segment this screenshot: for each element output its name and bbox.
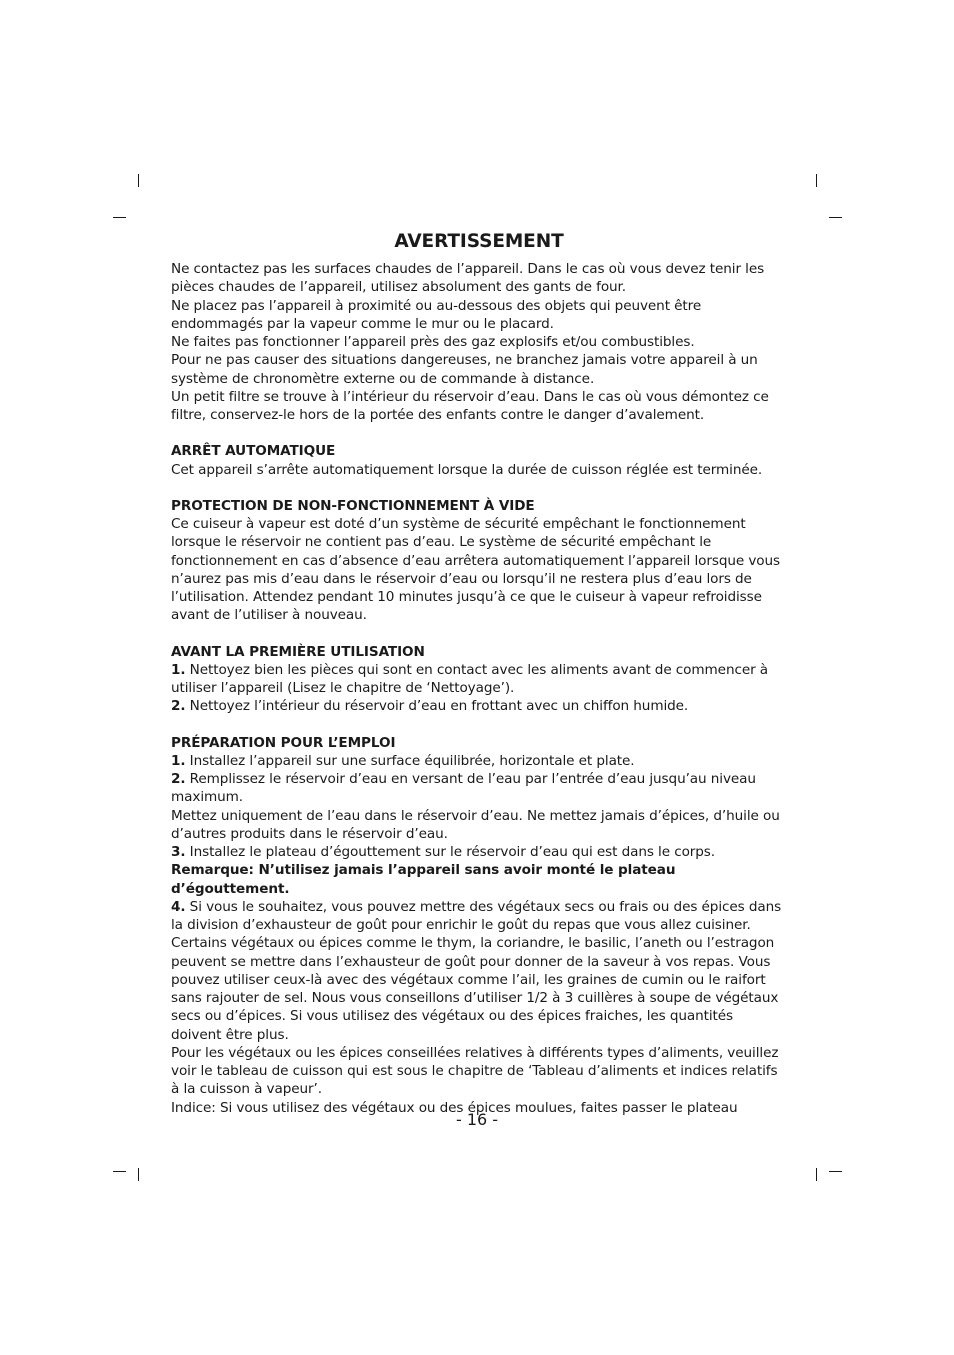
section-heading-first-use: AVANT LA PREMIÈRE UTILISATION <box>171 643 425 660</box>
warning-paragraph: Un petit filtre se trouve à l’intérieur du réservoir d’eau. Dans le cas où vous démontez ce filtre, conservez-le hors de la portée des enfants contre le danger d’avalement. <box>171 388 769 423</box>
item-text: Remplissez le réservoir d’eau en versant de l’eau par l’entrée d’eau jusqu’au niveau maximum. <box>171 771 756 806</box>
crop-mark <box>138 174 139 187</box>
crop-mark <box>816 174 817 187</box>
warning-paragraph: Pour ne pas causer des situations dangereuses, ne branchez jamais votre appareil à un système de chronomètre externe ou de commande à distance. <box>171 352 758 387</box>
hint-note: Indice: Si vous utilisez des végétaux ou des épices moulues, faites passer le plateau <box>171 1099 738 1116</box>
document-body <box>171 230 787 1117</box>
item-text: Nettoyez l’intérieur du réservoir d’eau en frottant avec un chiffon humide. <box>189 698 689 715</box>
item-number: 1. <box>171 752 186 769</box>
first-use-item <box>171 697 787 715</box>
remark-note: Remarque: N’utilisez jamais l’appareil sans avoir monté le plateau d’égouttement. <box>171 862 676 897</box>
warning-paragraph: Ne faites pas fonctionner l’appareil près des gaz explosifs et/ou combustibles. <box>171 334 695 350</box>
crop-mark <box>138 1168 139 1181</box>
section-heading-preparation: PRÉPARATION POUR L’EMPLOI <box>171 734 396 751</box>
auto-off-text: Cet appareil s’arrête automatiquement lorsque la durée de cuisson réglée est terminée. <box>171 461 763 478</box>
preparation-item <box>171 898 787 1044</box>
item-text: Installez le plateau d’égouttement sur le réservoir d’eau qui est dans le corps. <box>189 844 716 860</box>
item-text: Si vous le souhaitez, vous pouvez mettre des végétaux secs ou frais ou des épices dans la division d’exhausteur de goût pour enrichir le goût du repas que vous allez cuisiner. Certains végétaux ou épices comme le thym, la coriandre, le basilic, l’aneth ou l’estragon peuvent se mettre dans l’exhausteur de goût pour donner de la saveur à vos repas. Vous pouvez utiliser ceux-là avec des végétaux comme l’ail, les graines de cumin ou le raifort sans rajouter de sel. Nous vous conseillons d’utiliser 1/2 à 3 cuillères à soupe de végétaux secs ou d’épices. Si vous utilisez des végétaux ou des épices fraiches, les quantités doivent être plus. <box>171 898 782 1043</box>
crop-mark <box>829 1171 842 1172</box>
dry-protection-text: Ce cuiseur à vapeur est doté d’un système de sécurité empêchant le fonctionnement lorsque le réservoir ne contient pas d’eau. Le système de sécurité empêchant le fonctionnement en cas d’absence d’eau arrêtera automatiquement l’appareil lorsque vous n’aurez pas mis d’eau dans le réservoir d’eau ou lorsqu’il ne restera plus d’eau lors de l’utilisation. Attendez pendant 10 minutes jusqu’à ce que le cuiseur à vapeur refroidisse avant de l’utiliser à nouveau. <box>171 516 781 624</box>
section-heading-auto-off: ARRÊT AUTOMATIQUE <box>171 443 336 460</box>
item-number: 4. <box>171 898 186 915</box>
crop-mark <box>113 1171 126 1172</box>
page-title: AVERTISSEMENT <box>394 231 564 252</box>
preparation-item <box>171 843 787 861</box>
preparation-item <box>171 770 787 807</box>
section-heading-dry-protection: PROTECTION DE NON-FONCTIONNEMENT À VIDE <box>171 497 535 514</box>
item-number: 1. <box>171 661 186 678</box>
first-use-item <box>171 661 787 698</box>
crop-mark <box>829 217 842 218</box>
item-number: 3. <box>171 844 186 860</box>
warning-paragraph: Ne placez pas l’appareil à proximité ou au-dessous des objets qui peuvent être endommagés par la vapeur comme le mur ou le placard. <box>171 297 702 332</box>
preparation-item <box>171 752 787 770</box>
item-text: Installez l’appareil sur une surface équilibrée, horizontale et plate. <box>189 752 635 769</box>
warning-paragraph: Ne contactez pas les surfaces chaudes de l’appareil. Dans le cas où vous devez tenir les pièces chaudes de l’appareil, utilisez absolument des gants de four. <box>171 261 765 296</box>
item-number: 2. <box>171 698 186 715</box>
item-text: Nettoyez bien les pièces qui sont en contact avec les aliments avant de commencer à utiliser l’appareil (Lisez le chapitre de ‘Nettoyage’). <box>171 661 769 696</box>
crop-mark <box>113 217 126 218</box>
page-number: - 16 - <box>455 1110 499 1129</box>
table-note: Pour les végétaux ou les épices conseillées relatives à différents types d’aliments, veuillez voir le tableau de cuisson qui est sous le chapitre de ‘Tableau d’aliments et indices relatifs à la cuisson à vapeur’. <box>171 1044 779 1098</box>
crop-mark <box>816 1168 817 1181</box>
item-number: 2. <box>171 771 186 787</box>
water-note: Mettez uniquement de l’eau dans le réservoir d’eau. Ne mettez jamais d’épices, d’huile ou d’autres produits dans le réservoir d’eau. <box>171 807 780 842</box>
